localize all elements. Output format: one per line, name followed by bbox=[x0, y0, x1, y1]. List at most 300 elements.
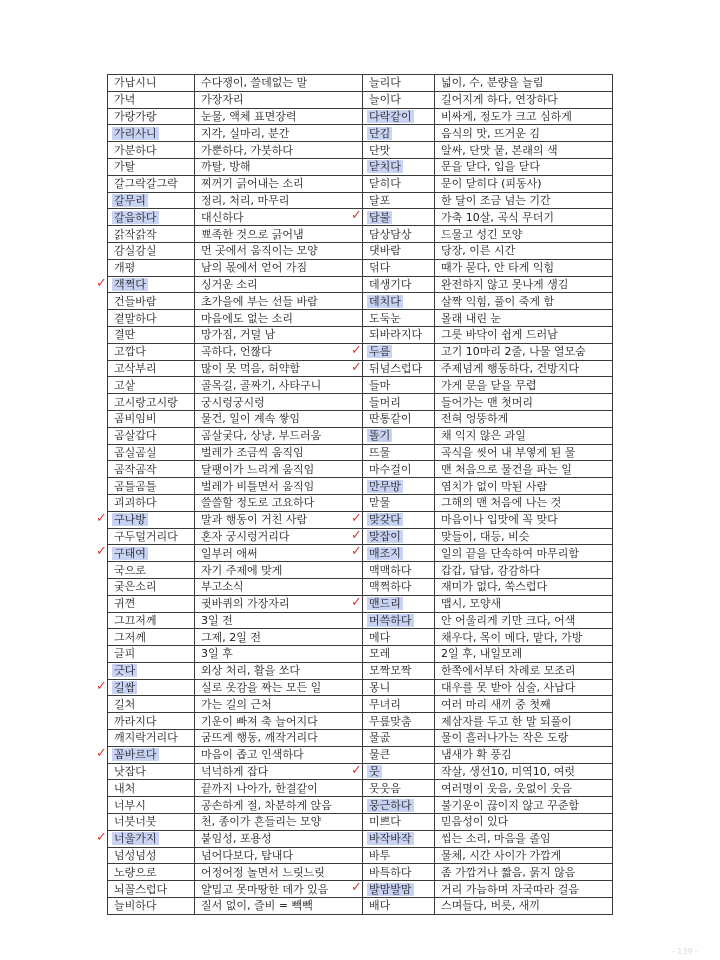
vocab-word: 데생기다 bbox=[369, 277, 412, 291]
vocab-word-cell bbox=[108, 814, 195, 831]
vocab-word-cell bbox=[363, 662, 435, 679]
check-mark-icon: ✓ bbox=[351, 527, 362, 543]
vocab-word: 댓바람 bbox=[369, 244, 401, 258]
vocab-word: 메다 bbox=[369, 630, 391, 644]
vocab-definition: 붙임성, 포용성 bbox=[201, 832, 272, 846]
vocab-word: 꼼바르다 bbox=[114, 748, 157, 762]
vocab-word-cell bbox=[363, 142, 435, 159]
vocab-definition-cell bbox=[195, 125, 363, 142]
vocab-definition: 찌꺼기 긁어내는 소리 bbox=[201, 177, 304, 191]
vocab-word: 건들바람 bbox=[114, 294, 157, 308]
vocab-word-cell bbox=[108, 310, 195, 327]
vocab-definition: 물건, 일이 계속 쌓임 bbox=[201, 412, 300, 426]
vocab-definition-cell bbox=[195, 713, 363, 730]
table-row bbox=[108, 629, 613, 646]
vocab-definition: 염치가 없이 막된 사람 bbox=[441, 479, 548, 493]
vocab-definition: 곡식을 씻어 내 부옇게 된 물 bbox=[441, 445, 576, 459]
vocab-definition-cell bbox=[195, 881, 363, 898]
vocab-word: 갈음하다 bbox=[114, 210, 157, 224]
vocab-definition-cell bbox=[435, 360, 613, 377]
vocab-word: 맥쩍하다 bbox=[369, 580, 412, 594]
vocab-definition: 작살, 생선10, 미역10, 여럿 bbox=[441, 765, 575, 779]
table-row bbox=[108, 830, 613, 847]
vocab-definition-cell bbox=[435, 898, 613, 915]
vocab-definition: 외상 처리, 활을 쏘다 bbox=[201, 664, 300, 678]
vocab-word-cell bbox=[363, 108, 435, 125]
vocab-word: 바작바작 bbox=[369, 832, 412, 846]
vocab-word: 구태여 bbox=[114, 546, 146, 560]
vocab-definition-cell bbox=[195, 91, 363, 108]
vocab-word: 괴괴하다 bbox=[114, 496, 157, 510]
vocab-definition: 눈물, 액체 표면장력 bbox=[201, 109, 297, 123]
table-row bbox=[108, 293, 613, 310]
vocab-definition: 끝까지 나아가, 한결같이 bbox=[201, 781, 318, 795]
vocab-definition-cell bbox=[435, 646, 613, 663]
vocab-definition: 채 익지 않은 과일 bbox=[441, 429, 526, 443]
vocab-word: 가리사니 bbox=[114, 126, 157, 140]
vocab-definition-cell bbox=[435, 511, 613, 528]
vocab-definition: 굼뜨게 행동, 깨작거리다 bbox=[201, 731, 318, 745]
vocab-word-cell bbox=[363, 494, 435, 511]
vocab-word: 까라지다 bbox=[114, 714, 157, 728]
vocab-word-cell bbox=[363, 797, 435, 814]
table-row bbox=[108, 276, 613, 293]
vocab-definition: 그해의 맨 처음에 나는 것 bbox=[441, 496, 562, 510]
table-row bbox=[108, 108, 613, 125]
vocab-word-cell bbox=[108, 864, 195, 881]
vocab-word: 가납시니 bbox=[114, 76, 157, 90]
vocab-definition-cell bbox=[435, 108, 613, 125]
vocab-word-cell bbox=[108, 494, 195, 511]
vocab-definition: 귓바퀴의 가장자리 bbox=[201, 597, 290, 611]
table-row bbox=[108, 377, 613, 394]
vocab-word-cell bbox=[363, 310, 435, 327]
table-row bbox=[108, 461, 613, 478]
vocab-word-cell bbox=[108, 91, 195, 108]
vocab-word: 너부시 bbox=[114, 798, 146, 812]
vocab-definition: 문을 닫다, 입을 닫다 bbox=[441, 160, 540, 174]
vocab-word-cell bbox=[363, 679, 435, 696]
vocab-word: 곰실곰실 bbox=[114, 445, 157, 459]
vocab-definition: 많이 못 먹음, 허약함 bbox=[201, 361, 300, 375]
vocab-definition: 고기 10마리 2줄, 나물 열모숨 bbox=[441, 345, 586, 359]
vocab-definition: 자기 주제에 맞게 bbox=[201, 563, 283, 577]
vocab-definition: 남의 몫에서 얻어 가짐 bbox=[201, 261, 308, 275]
vocab-definition: 거리 가늠하며 자국따라 걸음 bbox=[441, 882, 580, 896]
vocab-word-cell bbox=[108, 881, 195, 898]
check-mark-icon: ✓ bbox=[351, 359, 362, 375]
vocab-definition: 까탈, 방해 bbox=[201, 160, 251, 174]
vocab-word-cell bbox=[108, 192, 195, 209]
vocab-definition: 불기운이 끊이지 않고 꾸준함 bbox=[441, 798, 580, 812]
vocab-word-cell bbox=[108, 125, 195, 142]
vocab-word-cell bbox=[108, 797, 195, 814]
vocab-word-cell bbox=[351, 359, 435, 377]
vocab-definition: 대신하다 bbox=[201, 210, 244, 224]
table-row bbox=[108, 175, 613, 192]
vocab-definition: 먼 곳에서 움직이는 모양 bbox=[201, 244, 318, 258]
vocab-word: 가녁 bbox=[114, 93, 136, 107]
vocab-definition-cell bbox=[195, 746, 363, 763]
vocab-definition-cell bbox=[195, 864, 363, 881]
vocab-definition: 믿음성이 있다 bbox=[441, 815, 509, 829]
vocab-definition-cell bbox=[435, 528, 613, 545]
vocab-word: 길처 bbox=[114, 697, 136, 711]
vocab-word-cell bbox=[363, 276, 435, 293]
check-mark-icon: ✓ bbox=[351, 208, 362, 224]
vocab-word: 다락같이 bbox=[369, 109, 412, 123]
vocab-word: 길쌈 bbox=[114, 681, 136, 695]
vocab-definition: 어정어정 놀면서 느릿느릿 bbox=[201, 865, 325, 879]
vocab-definition-cell bbox=[435, 242, 613, 259]
table-row bbox=[108, 410, 613, 427]
table-row bbox=[108, 226, 613, 243]
vocab-definition-cell bbox=[195, 209, 363, 226]
check-mark-icon: ✓ bbox=[96, 829, 107, 845]
vocab-definition-cell bbox=[435, 830, 613, 847]
vocab-definition: 벌레가 비틀면서 움직임 bbox=[201, 479, 315, 493]
vocab-word-cell bbox=[363, 427, 435, 444]
vocab-word: 닫히다 bbox=[369, 177, 401, 191]
table-row bbox=[108, 91, 613, 108]
table-row bbox=[108, 746, 613, 763]
vocab-word: 늘비하다 bbox=[114, 899, 157, 913]
vocab-definition: 주제넘게 행동하다, 건방지다 bbox=[441, 361, 580, 375]
vocab-definition: 전혀 엉뚱하게 bbox=[441, 412, 509, 426]
vocab-definition: 당장, 이른 시간 bbox=[441, 244, 516, 258]
vocab-word-cell bbox=[363, 326, 435, 343]
vocab-definition: 비싸게, 정도가 크고 심하게 bbox=[441, 109, 572, 123]
vocab-word: 데치다 bbox=[369, 294, 401, 308]
vocab-definition: 실로 옷감을 짜는 모든 일 bbox=[201, 681, 322, 695]
vocab-definition: 맨 처음으로 물건을 파는 일 bbox=[441, 462, 572, 476]
vocab-definition-cell bbox=[195, 343, 363, 360]
vocab-word: 단맛 bbox=[369, 143, 391, 157]
vocab-definition-cell bbox=[195, 326, 363, 343]
vocab-word-cell bbox=[351, 594, 435, 612]
vocab-word: 무녀리 bbox=[369, 697, 401, 711]
vocab-definition-cell bbox=[435, 142, 613, 159]
vocab-definition-cell bbox=[435, 881, 613, 898]
vocab-word: 바특하다 bbox=[369, 865, 412, 879]
vocab-word: 뭉근하다 bbox=[369, 798, 412, 812]
vocab-definition: 공손하게 절, 차분하게 앉음 bbox=[201, 798, 332, 812]
table-row bbox=[108, 797, 613, 814]
vocab-word-cell bbox=[108, 713, 195, 730]
vocab-definition-cell bbox=[195, 511, 363, 528]
vocab-word: 모짝모짝 bbox=[369, 664, 412, 678]
vocab-word-cell bbox=[108, 578, 195, 595]
vocab-word: 곰작곰작 bbox=[114, 462, 157, 476]
vocab-definition: 맵시, 모양새 bbox=[441, 597, 502, 611]
table-row bbox=[108, 814, 613, 831]
vocab-word: 고샅 bbox=[114, 378, 136, 392]
vocab-definition-cell bbox=[195, 814, 363, 831]
vocab-word-cell bbox=[108, 612, 195, 629]
check-mark-icon: ✓ bbox=[351, 342, 362, 358]
vocab-definition-cell bbox=[195, 444, 363, 461]
vocab-definition: 냄새가 확 풍김 bbox=[441, 748, 512, 762]
vocab-word: 딴통같이 bbox=[369, 412, 412, 426]
vocab-definition: 정리, 처리, 마무리 bbox=[201, 193, 290, 207]
vocab-definition: 싱거운 소리 bbox=[201, 277, 258, 291]
vocab-word-cell bbox=[108, 158, 195, 175]
vocab-word-cell bbox=[96, 275, 195, 293]
vocab-word-cell bbox=[363, 864, 435, 881]
vocab-definition-cell bbox=[195, 830, 363, 847]
vocab-definition: 궁시렁궁시렁 bbox=[201, 395, 265, 409]
table-row bbox=[108, 511, 613, 528]
vocab-definition-cell bbox=[195, 75, 363, 92]
vocab-definition-cell bbox=[195, 259, 363, 276]
vocab-definition-cell bbox=[435, 310, 613, 327]
vocab-definition-cell bbox=[195, 612, 363, 629]
vocab-definition: 기운이 빠져 축 늘어지다 bbox=[201, 714, 318, 728]
vocab-definition: 가게 문을 닫을 무렵 bbox=[441, 378, 537, 392]
vocab-word: 곰살갑다 bbox=[114, 429, 157, 443]
vocab-definition: 3일 전 bbox=[201, 613, 233, 627]
vocab-word-cell bbox=[363, 730, 435, 747]
vocab-definition: 음식의 맛, 뜨거운 김 bbox=[441, 126, 540, 140]
vocab-word-cell bbox=[363, 259, 435, 276]
vocab-definition: 넘어다보다, 탐내다 bbox=[201, 849, 294, 863]
vocab-word: 덖다 bbox=[369, 261, 391, 275]
vocab-word: 만무방 bbox=[369, 479, 401, 493]
vocab-definition: 드물고 성긴 모양 bbox=[441, 227, 523, 241]
vocab-definition: 쓸쓸할 정도로 고요하다 bbox=[201, 496, 315, 510]
vocab-word-cell bbox=[363, 444, 435, 461]
vocab-word: 물큰 bbox=[369, 748, 391, 762]
vocab-word: 가탈 bbox=[114, 160, 136, 174]
table-row bbox=[108, 192, 613, 209]
vocab-word-cell bbox=[363, 293, 435, 310]
vocab-definition: 가뿐하다, 가붓하다 bbox=[201, 143, 294, 157]
table-row bbox=[108, 881, 613, 898]
check-mark-icon: ✓ bbox=[96, 678, 107, 694]
vocab-definition-cell bbox=[435, 864, 613, 881]
vocab-definition-cell bbox=[435, 814, 613, 831]
vocab-definition-cell bbox=[195, 662, 363, 679]
vocab-word-cell bbox=[108, 763, 195, 780]
vocab-definition: 곰살궂다, 상냥, 부드러움 bbox=[201, 429, 322, 443]
vocab-word: 갉작갉작 bbox=[114, 227, 157, 241]
vocab-word: 글피 bbox=[114, 647, 136, 661]
vocab-word-cell bbox=[363, 814, 435, 831]
vocab-word-cell bbox=[108, 478, 195, 495]
vocab-word-cell bbox=[351, 880, 435, 898]
table-row bbox=[108, 259, 613, 276]
vocab-definition: 일부러 애써 bbox=[201, 546, 258, 560]
vocab-word: 곰비임비 bbox=[114, 412, 157, 426]
table-row bbox=[108, 578, 613, 595]
vocab-word-cell bbox=[108, 293, 195, 310]
vocab-definition-cell bbox=[195, 175, 363, 192]
vocab-word-cell bbox=[108, 209, 195, 226]
vocab-definition: 2일 후, 내일모레 bbox=[441, 647, 523, 661]
vocab-word: 감실감실 bbox=[114, 244, 157, 258]
vocab-definition-cell bbox=[435, 276, 613, 293]
vocab-definition-cell bbox=[435, 192, 613, 209]
vocab-definition-cell bbox=[195, 108, 363, 125]
vocab-word-cell bbox=[363, 562, 435, 579]
vocab-definition-cell bbox=[195, 310, 363, 327]
vocab-definition-cell bbox=[435, 595, 613, 612]
vocab-definition-cell bbox=[435, 629, 613, 646]
vocab-definition-cell bbox=[195, 394, 363, 411]
table-row bbox=[108, 360, 613, 377]
vocab-definition-cell bbox=[435, 175, 613, 192]
vocab-word-cell bbox=[108, 898, 195, 915]
vocab-definition-cell bbox=[435, 259, 613, 276]
table-row bbox=[108, 310, 613, 327]
vocab-definition-cell bbox=[435, 209, 613, 226]
vocab-word-cell bbox=[363, 175, 435, 192]
vocab-definition-cell bbox=[195, 276, 363, 293]
vocab-definition: 질서 없이, 즐비 = 빽빽 bbox=[201, 899, 313, 913]
vocab-word-cell bbox=[108, 242, 195, 259]
check-mark-icon: ✓ bbox=[96, 745, 107, 761]
vocab-word: 들머리 bbox=[369, 395, 401, 409]
vocab-word-cell bbox=[108, 226, 195, 243]
vocab-definition: 가장자리 bbox=[201, 93, 244, 107]
vocab-definition-cell bbox=[435, 612, 613, 629]
vocab-word-cell bbox=[96, 745, 195, 763]
vocab-definition-cell bbox=[195, 797, 363, 814]
vocab-definition-cell bbox=[195, 545, 363, 562]
vocab-definition-cell bbox=[435, 797, 613, 814]
table-row bbox=[108, 209, 613, 226]
vocab-word-cell bbox=[96, 510, 195, 528]
vocab-definition: 한쪽에서부터 차례로 모조리 bbox=[441, 664, 576, 678]
vocab-word-cell bbox=[108, 259, 195, 276]
table-row bbox=[108, 545, 613, 562]
vocab-definition: 혼자 궁시렁거리다 bbox=[201, 529, 290, 543]
vocab-definition-cell bbox=[435, 158, 613, 175]
vocab-word: 마수걸이 bbox=[369, 462, 412, 476]
check-mark-icon: ✓ bbox=[351, 510, 362, 526]
vocab-word-cell bbox=[108, 461, 195, 478]
vocab-definition: 대우를 못 받아 심술, 사납다 bbox=[441, 681, 576, 695]
vocab-word: 구나방 bbox=[114, 513, 146, 527]
vocab-definition: 제삼자를 두고 한 말 되풀이 bbox=[441, 714, 572, 728]
vocab-word: 머쓱하다 bbox=[369, 613, 412, 627]
vocab-definition-cell bbox=[435, 410, 613, 427]
vocab-word: 맥맥하다 bbox=[369, 563, 412, 577]
vocab-definition-cell bbox=[435, 444, 613, 461]
vocab-word: 그끄저께 bbox=[114, 613, 157, 627]
vocab-definition: 재미가 없다, 쑥스럽다 bbox=[441, 580, 548, 594]
vocab-word-cell bbox=[363, 91, 435, 108]
vocab-word: 낫잡다 bbox=[114, 765, 146, 779]
table-body bbox=[96, 75, 613, 915]
vocab-definition-cell bbox=[195, 293, 363, 310]
vocab-word: 귀껸 bbox=[114, 597, 136, 611]
vocab-word-cell bbox=[96, 829, 195, 847]
vocab-definition: 그제, 2일 전 bbox=[201, 630, 261, 644]
vocab-word-cell bbox=[363, 377, 435, 394]
vocab-definition-cell bbox=[195, 242, 363, 259]
vocab-definition-cell bbox=[435, 427, 613, 444]
vocab-word-cell bbox=[96, 678, 195, 696]
vocab-word-cell bbox=[108, 142, 195, 159]
vocab-definition: 달팽이가 느리게 움직임 bbox=[201, 462, 315, 476]
vocab-definition-cell bbox=[435, 91, 613, 108]
vocab-word: 구두덜거리다 bbox=[114, 529, 178, 543]
vocab-word: 넘성넘성 bbox=[114, 849, 157, 863]
table-row bbox=[108, 444, 613, 461]
vocab-definition-cell bbox=[195, 478, 363, 495]
vocab-definition-cell bbox=[195, 898, 363, 915]
vocab-word-cell bbox=[108, 528, 195, 545]
vocab-word-cell bbox=[108, 629, 195, 646]
vocab-word-cell bbox=[363, 461, 435, 478]
vocab-definition: 얄밉고 못마땅한 데가 있음 bbox=[201, 882, 329, 896]
vocab-word-cell bbox=[363, 830, 435, 847]
vocab-word: 물곬 bbox=[369, 731, 391, 745]
vocab-word-cell bbox=[363, 780, 435, 797]
table-row bbox=[108, 494, 613, 511]
table-row bbox=[108, 478, 613, 495]
vocab-word-cell bbox=[363, 746, 435, 763]
vocab-definition-cell bbox=[435, 730, 613, 747]
vocab-definition: 뾰족한 것으로 긁어냄 bbox=[201, 227, 304, 241]
vocab-definition-cell bbox=[195, 360, 363, 377]
vocab-word: 노량으로 bbox=[114, 865, 157, 879]
vocab-definition-cell bbox=[435, 478, 613, 495]
vocab-definition: 3일 후 bbox=[201, 647, 233, 661]
vocab-word-cell bbox=[108, 662, 195, 679]
vocab-word: 뇌꼴스럽다 bbox=[114, 882, 168, 896]
vocab-definition: 물이 흘러나가는 작은 도랑 bbox=[441, 731, 569, 745]
vocab-definition-cell bbox=[435, 494, 613, 511]
table-row bbox=[108, 646, 613, 663]
table-row bbox=[108, 142, 613, 159]
table-row bbox=[108, 696, 613, 713]
vocab-word: 맞갖다 bbox=[369, 513, 401, 527]
vocab-word-cell bbox=[363, 410, 435, 427]
vocab-word: 무릎맞춤 bbox=[369, 714, 412, 728]
vocab-word: 결딴 bbox=[114, 328, 136, 342]
vocab-definition-cell bbox=[435, 780, 613, 797]
vocab-definition-cell bbox=[435, 125, 613, 142]
vocab-definition: 완전하지 않고 못나게 생김 bbox=[441, 277, 569, 291]
vocab-word-cell bbox=[363, 158, 435, 175]
vocab-definition: 지각, 실마리, 분간 bbox=[201, 126, 290, 140]
vocab-definition: 넉넉하게 잡다 bbox=[201, 765, 269, 779]
vocab-word-cell bbox=[108, 427, 195, 444]
vocab-word-cell bbox=[363, 696, 435, 713]
vocab-word: 고깝다 bbox=[114, 345, 146, 359]
vocab-word: 들마 bbox=[369, 378, 391, 392]
table-row bbox=[108, 662, 613, 679]
page-number: - 139 - bbox=[671, 947, 698, 956]
vocab-definition-cell bbox=[435, 562, 613, 579]
vocab-word-cell bbox=[108, 595, 195, 612]
vocab-definition: 때가 묻다, 안 타게 익힘 bbox=[441, 261, 555, 275]
vocab-word-cell bbox=[363, 646, 435, 663]
vocab-definition-cell bbox=[195, 595, 363, 612]
vocab-definition: 살짝 익힘, 풀이 죽게 함 bbox=[441, 294, 555, 308]
vocab-definition-cell bbox=[195, 528, 363, 545]
table-row bbox=[108, 242, 613, 259]
vocab-definition-cell bbox=[195, 578, 363, 595]
vocab-definition-cell bbox=[435, 696, 613, 713]
vocab-definition-cell bbox=[195, 646, 363, 663]
vocab-definition-cell bbox=[435, 662, 613, 679]
vocab-definition: 천, 종이가 흔들리는 모양 bbox=[201, 815, 322, 829]
vocab-word: 발맘발맘 bbox=[369, 882, 412, 896]
vocab-word: 국으로 bbox=[114, 563, 146, 577]
